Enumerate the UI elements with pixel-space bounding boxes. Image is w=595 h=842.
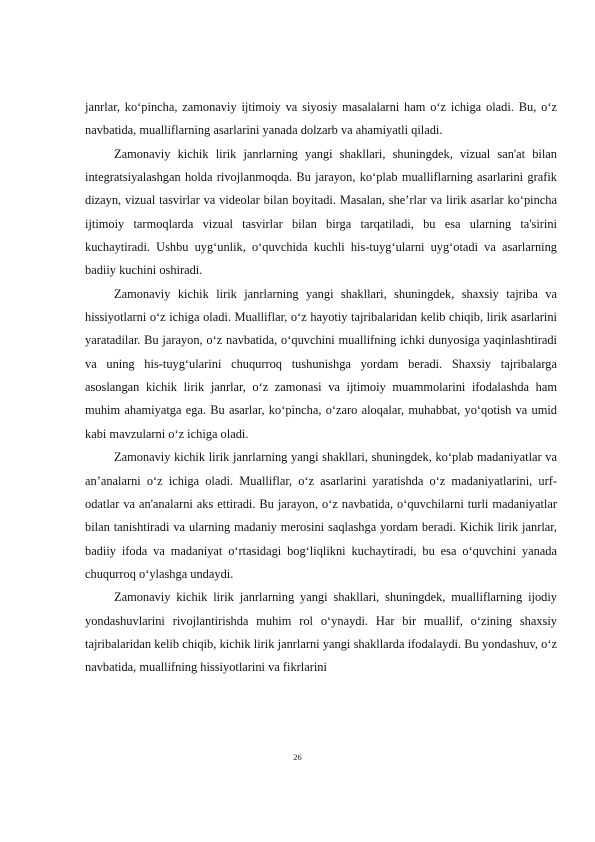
page-number: 26 [293,752,302,762]
paragraph: Zamonaviy kichik lirik janrlarning yangi shakllari, shuningdek, shaxsiy tajriba va hissiyotlarni o‘z ichiga oladi. Mualliflar, o‘z hayotiy tajribalaridan kelib chiqib, lirik asarlarini yaratadilar. Bu jarayon, o‘z navbatida, o‘quvchini muallifning ichki dunyosiga yaqinlashtiradi va uning his-tuyg‘ularini chuqurroq tushunishga yordam beradi. Shaxsiy tajribalarga asoslangan kichik lirik janrlar, o‘z zamonasi va ijtimoiy muammolarini ifodalashda ham muhim ahamiyatga ega. Bu asarlar, ko‘pincha, o‘zaro aloqalar, muhabbat, yo‘qotish va umid kabi mavzularni o‘z ichiga oladi. [85,286,557,441]
page-body [85,96,557,680]
paragraph: janrlar, ko‘pincha, zamonaviy ijtimoiy va siyosiy masalalarni ham o‘z ichiga oladi. Bu, o‘z navbatida, mualliflarning asarlarini yanada dolzarb va ahamiyatli qiladi. [85,100,557,138]
paragraph: Zamonaviy kichik lirik janrlarning yangi shakllari, shuningdek, vizual san'at bilan integratsiyalashgan holda rivojlanmoqda. Bu jarayon, ko‘plab mualliflarning asarlarini grafik dizayn, vizual tasvirlar va videolar bilan boyitadi. Masalan, she’rlar va lirik asarlar ko‘pincha ijtimoiy tarmoqlarda vizual tasvirlar bilan birga tarqatiladi, bu esa ularning ta'sirini kuchaytiradi. Ushbu uyg‘unlik, o‘quvchida kuchli his-tuyg‘ularni uyg‘otadi va asarlarning badiiy kuchini oshiradi. [85,146,557,278]
paragraph: Zamonaviy kichik lirik janrlarning yangi shakllari, shuningdek, mualliflarning ijodiy yondashuvlarini rivojlantirishda muhim rol o‘ynaydi. Har bir muallif, o‘zining shaxsiy tajribalaridan kelib chiqib, kichik lirik janrlarni yangi shakllarda ifodalaydi. Bu yondashuv, o‘z navbatida, muallifning hissiyotlarini va fikrlarini [85,590,557,675]
paragraph: Zamonaviy kichik lirik janrlarning yangi shakllari, shuningdek, ko‘plab madaniyatlar va an’analarni o‘z ichiga oladi. Mualliflar, o‘z asarlarini yaratishda o‘z madaniyatlarini, urf-odatlar va an'analarni aks ettiradi. Bu jarayon, o‘z navbatida, o‘quvchilarni turli madaniyatlar bilan tanishtiradi va ularning madaniy merosini saqlashga yordam beradi. Kichik lirik janrlar, badiiy ifoda va madaniyat o‘rtasidagi bog‘liqlikni kuchaytiradi, bu esa o‘quvchini yanada chuqurroq o‘ylashga undaydi. [85,450,557,581]
